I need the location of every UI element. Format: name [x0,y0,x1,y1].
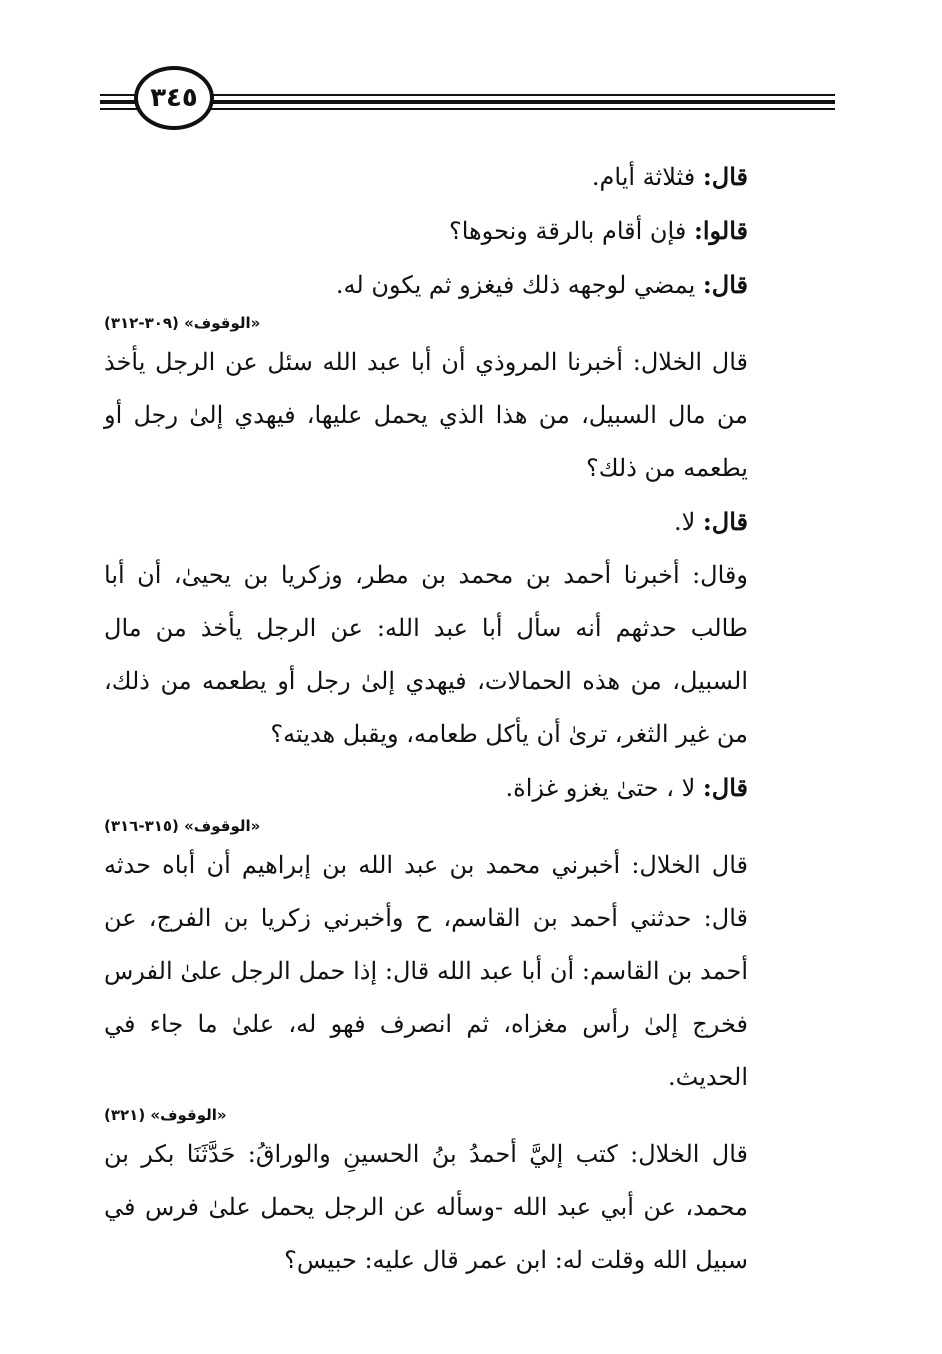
source-reference-1: «الوقوف» (٣٠٩-٣١٢) [104,314,261,332]
source-reference-2: «الوقوف» (٣١٥-٣١٦) [104,817,261,835]
page-number: ٣٤٥ [134,66,214,130]
paragraph-4: قال الخلال: كتب إليَّ أحمدُ بنُ الحسينِ والوراقُ: حَدَّثَنَا بكر بن محمد، عن أبي عبد الله -وسأله عن الرجل يحمل علىٰ فرس في سبيل الله وقلت له: ابن عمر قال عليه: حبيس؟ [104,1140,748,1274]
answer-line-2 [104,761,784,815]
speaker-label: قال: [702,270,748,299]
dialogue-line-3 [104,258,784,312]
dialogue-text: فثلاثة أيام. [591,163,703,191]
dialogue-line-2 [104,204,784,258]
paragraph-3: قال الخلال: أخبرني محمد بن عبد الله بن إبراهيم أن أباه حدثه قال: حدثني أحمد بن القاسم، ح وأخبرني زكريا بن الفرج، عن أحمد بن القاسم: أن أبا عبد الله قال: إذا حمل الرجل علىٰ الفرس فخرج إلىٰ رأس مغزاه، ثم انصرف فهو له، علىٰ ما جاء في الحديث. [104,851,748,1091]
speaker-label: قال: [702,773,748,802]
speaker-label: قال: [702,162,748,191]
answer-text: لا ، حتىٰ يغزو غزاة. [505,774,703,802]
answer-line-1 [104,495,784,549]
speaker-label: قالوا: [693,216,748,245]
dialogue-line-1 [104,150,784,204]
source-reference-3: «الوقوف» (٣٢١) [104,1106,227,1124]
paragraph-1: قال الخلال: أخبرنا المروذي أن أبا عبد الله سئل عن الرجل يأخذ من مال السبيل، من هذا الذي يحمل عليها، فيهدي إلىٰ رجل أو يطعمه من ذلك؟ [104,348,748,482]
speaker-label: قال: [702,507,748,536]
paragraph-2: وقال: أخبرنا أحمد بن محمد بن مطر، وزكريا بن يحيىٰ، أن أبا طالب حدثهم أنه سأل أبا عبد الله: عن الرجل يأخذ من مال السبيل، من هذه الحمالات، فيهدي إلىٰ رجل أو يطعمه من ذلك، من غير الثغر، ترىٰ أن يأكل طعامه، ويقبل هديته؟ [104,561,749,748]
page-body [104,150,784,1287]
answer-text: لا. [673,508,703,536]
dialogue-text: فإن أقام بالرقة ونحوها؟ [448,217,694,245]
dialogue-text: يمضي لوجهه ذلك فيغزو ثم يكون له. [335,271,703,299]
